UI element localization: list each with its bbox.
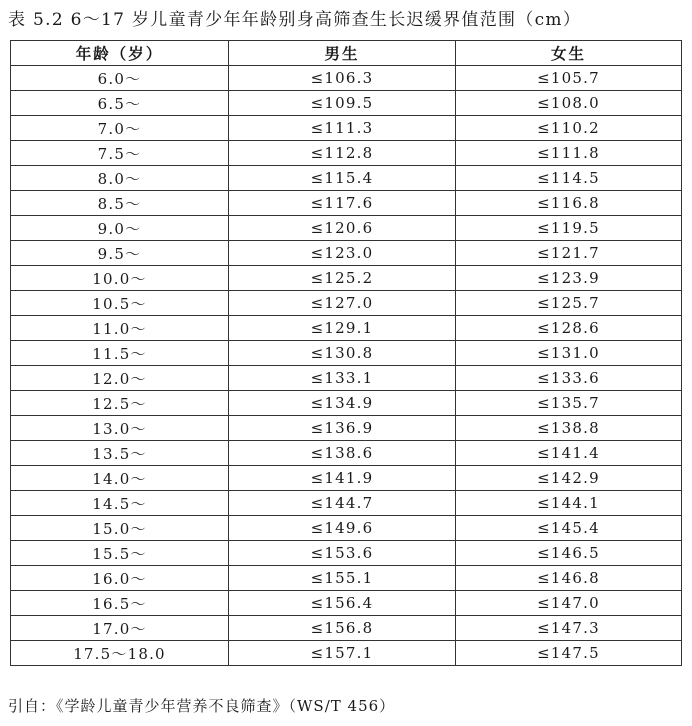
girls-cutoff-cell: ≤131.0 <box>456 341 682 366</box>
age-cell: 6.0～ <box>11 66 229 91</box>
table-row <box>11 291 682 316</box>
age-cell: 10.5～ <box>11 291 229 316</box>
boys-cutoff-cell: ≤155.1 <box>229 566 456 591</box>
age-cell: 12.0～ <box>11 366 229 391</box>
table-row <box>11 341 682 366</box>
table-row <box>11 641 682 666</box>
boys-cutoff-cell: ≤106.3 <box>229 66 456 91</box>
source-note: 引自：《学龄儿童青少年营养不良筛查》（WS/T 456） <box>8 697 396 715</box>
girls-cutoff-cell: ≤116.8 <box>456 191 682 216</box>
boys-cutoff-cell: ≤153.6 <box>229 541 456 566</box>
girls-cutoff-cell: ≤110.2 <box>456 116 682 141</box>
table-row <box>11 416 682 441</box>
table-row <box>11 166 682 191</box>
girls-cutoff-cell: ≤105.7 <box>456 66 682 91</box>
header-age: 年龄（岁） <box>11 41 229 66</box>
table-row <box>11 591 682 616</box>
table-row <box>11 316 682 341</box>
girls-cutoff-cell: ≤144.1 <box>456 491 682 516</box>
age-cell: 17.0～ <box>11 616 229 641</box>
boys-cutoff-cell: ≤157.1 <box>229 641 456 666</box>
age-cell: 14.5～ <box>11 491 229 516</box>
header-girls: 女生 <box>456 41 682 66</box>
boys-cutoff-cell: ≤144.7 <box>229 491 456 516</box>
girls-cutoff-cell: ≤147.3 <box>456 616 682 641</box>
table-row <box>11 491 682 516</box>
age-cell: 10.0～ <box>11 266 229 291</box>
age-cell: 9.0～ <box>11 216 229 241</box>
boys-cutoff-cell: ≤109.5 <box>229 91 456 116</box>
age-cell: 16.0～ <box>11 566 229 591</box>
boys-cutoff-cell: ≤112.8 <box>229 141 456 166</box>
girls-cutoff-cell: ≤147.5 <box>456 641 682 666</box>
girls-cutoff-cell: ≤125.7 <box>456 291 682 316</box>
girls-cutoff-cell: ≤147.0 <box>456 591 682 616</box>
age-cell: 15.0～ <box>11 516 229 541</box>
boys-cutoff-cell: ≤141.9 <box>229 466 456 491</box>
girls-cutoff-cell: ≤138.8 <box>456 416 682 441</box>
table-header-row <box>11 41 682 66</box>
table-row <box>11 441 682 466</box>
boys-cutoff-cell: ≤133.1 <box>229 366 456 391</box>
age-cell: 13.0～ <box>11 416 229 441</box>
girls-cutoff-cell: ≤135.7 <box>456 391 682 416</box>
girls-cutoff-cell: ≤111.8 <box>456 141 682 166</box>
boys-cutoff-cell: ≤136.9 <box>229 416 456 441</box>
age-cell: 15.5～ <box>11 541 229 566</box>
table-row <box>11 216 682 241</box>
table-row <box>11 391 682 416</box>
girls-cutoff-cell: ≤114.5 <box>456 166 682 191</box>
girls-cutoff-cell: ≤146.5 <box>456 541 682 566</box>
boys-cutoff-cell: ≤127.0 <box>229 291 456 316</box>
boys-cutoff-cell: ≤111.3 <box>229 116 456 141</box>
boys-cutoff-cell: ≤156.8 <box>229 616 456 641</box>
table-row <box>11 191 682 216</box>
age-cell: 17.5～18.0 <box>11 641 229 666</box>
age-cell: 7.5～ <box>11 141 229 166</box>
boys-cutoff-cell: ≤156.4 <box>229 591 456 616</box>
age-cell: 12.5～ <box>11 391 229 416</box>
boys-cutoff-cell: ≤129.1 <box>229 316 456 341</box>
table-row <box>11 541 682 566</box>
girls-cutoff-cell: ≤133.6 <box>456 366 682 391</box>
boys-cutoff-cell: ≤138.6 <box>229 441 456 466</box>
girls-cutoff-cell: ≤123.9 <box>456 266 682 291</box>
girls-cutoff-cell: ≤119.5 <box>456 216 682 241</box>
table-row <box>11 366 682 391</box>
age-cell: 13.5～ <box>11 441 229 466</box>
age-cell: 9.5～ <box>11 241 229 266</box>
table-row <box>11 466 682 491</box>
age-cell: 7.0～ <box>11 116 229 141</box>
boys-cutoff-cell: ≤117.6 <box>229 191 456 216</box>
age-cell: 11.0～ <box>11 316 229 341</box>
boys-cutoff-cell: ≤115.4 <box>229 166 456 191</box>
table-row <box>11 116 682 141</box>
age-cell: 6.5～ <box>11 91 229 116</box>
table-row <box>11 241 682 266</box>
table-row <box>11 616 682 641</box>
table-body <box>11 66 682 666</box>
boys-cutoff-cell: ≤149.6 <box>229 516 456 541</box>
girls-cutoff-cell: ≤145.4 <box>456 516 682 541</box>
girls-cutoff-cell: ≤141.4 <box>456 441 682 466</box>
age-cell: 8.5～ <box>11 191 229 216</box>
boys-cutoff-cell: ≤120.6 <box>229 216 456 241</box>
table-row <box>11 91 682 116</box>
boys-cutoff-cell: ≤123.0 <box>229 241 456 266</box>
table-row <box>11 516 682 541</box>
table-caption: 表 5.2 6～17 岁儿童青少年年龄别身高筛查生长迟缓界值范围（cm） <box>8 10 582 30</box>
girls-cutoff-cell: ≤146.8 <box>456 566 682 591</box>
age-cell: 11.5～ <box>11 341 229 366</box>
table-row <box>11 266 682 291</box>
age-cell: 14.0～ <box>11 466 229 491</box>
table-row <box>11 566 682 591</box>
boys-cutoff-cell: ≤130.8 <box>229 341 456 366</box>
table-row <box>11 141 682 166</box>
girls-cutoff-cell: ≤128.6 <box>456 316 682 341</box>
age-cell: 8.0～ <box>11 166 229 191</box>
header-boys: 男生 <box>229 41 456 66</box>
girls-cutoff-cell: ≤142.9 <box>456 466 682 491</box>
boys-cutoff-cell: ≤134.9 <box>229 391 456 416</box>
girls-cutoff-cell: ≤121.7 <box>456 241 682 266</box>
boys-cutoff-cell: ≤125.2 <box>229 266 456 291</box>
girls-cutoff-cell: ≤108.0 <box>456 91 682 116</box>
table-row <box>11 66 682 91</box>
age-cell: 16.5～ <box>11 591 229 616</box>
stunting-cutoff-table <box>10 40 682 666</box>
